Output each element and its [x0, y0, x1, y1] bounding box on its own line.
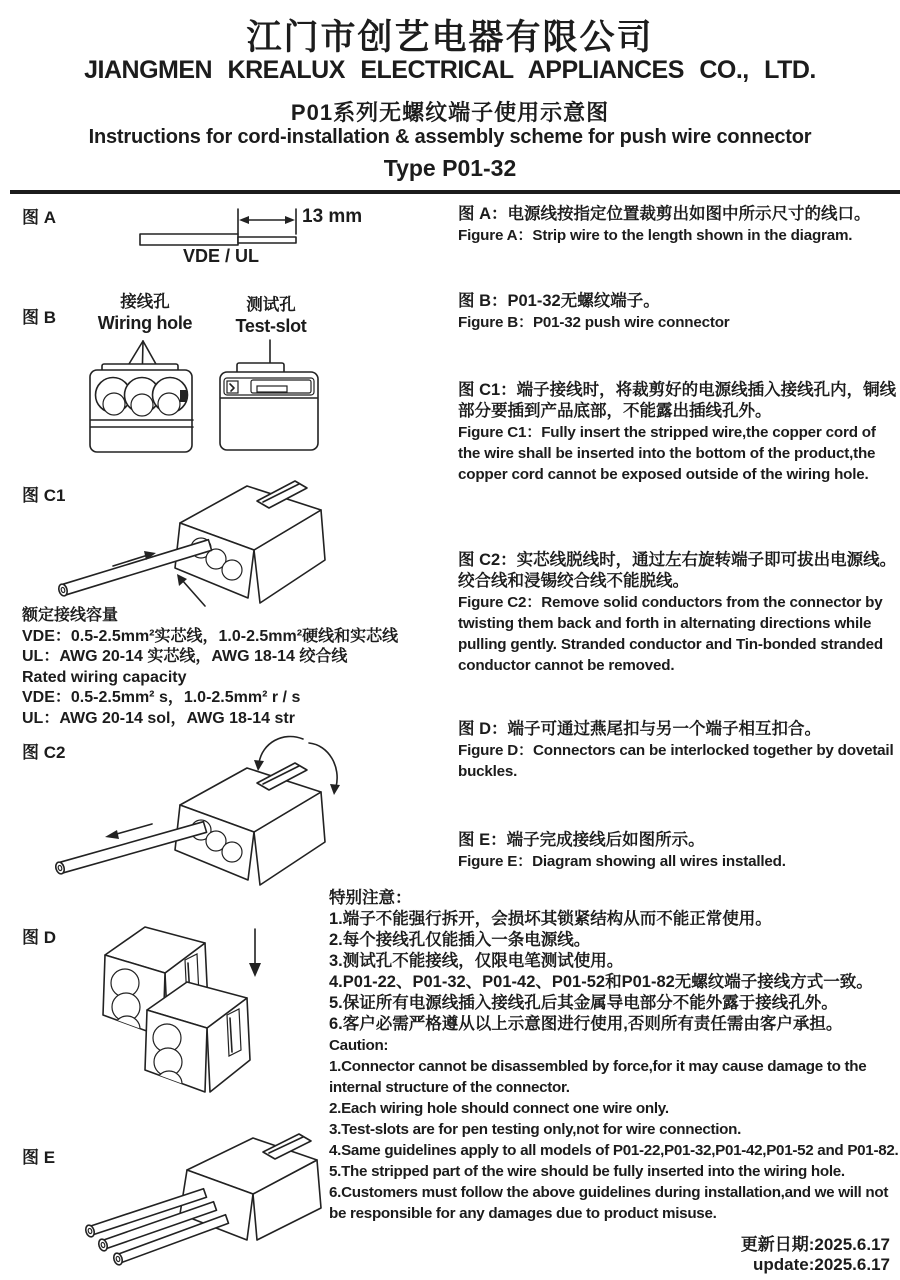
caution-item-en: 2.Each wiring hole should connect one wire only. — [329, 1100, 669, 1117]
figure-e-caption — [458, 830, 898, 872]
caution-item-en: 4.Same guidelines apply to all models of P01-22,P01-32,P01-42,P01-52 and P01-82. — [329, 1142, 899, 1159]
company-name-en: JIANGMEN KREALUX ELECTRICAL APPLIANCES CO., LTD. — [84, 56, 816, 84]
instructions-title-en: Instructions for cord-installation & assembly scheme for push wire connector — [88, 126, 812, 148]
figure-a-caption-en: Figure A：Strip wire to the length shown in the diagram. — [458, 227, 853, 244]
caution-item-cn: 2.每个接线孔仅能插入一条电源线。 — [329, 931, 591, 949]
figure-c1-drawing — [55, 468, 345, 608]
connector-top-view — [218, 362, 320, 452]
wire-port — [131, 394, 153, 416]
caution-item-cn: 4.P01-22、P01-32、P01-42、P01-52和P01-82无螺纹端子接线方式一致。 — [329, 973, 873, 991]
arrowhead-icon — [330, 784, 340, 795]
latch — [180, 390, 187, 402]
figure-b-caption — [458, 291, 898, 333]
figure-d-label: 图 D — [22, 928, 56, 947]
caution-item-en: 6.Customers must follow the above guidelines during installation,and we will not be responsible for any damages due to product misuse. — [329, 1184, 889, 1222]
figure-d-drawing — [85, 915, 315, 1127]
test-slot — [257, 386, 287, 392]
update-date-cn: 更新日期:2025.6.17 — [740, 1235, 890, 1254]
figure-c2-label: 图 C2 — [22, 743, 66, 762]
caution-item-cn: 6.客户必需严格遵从以上示意图进行使用,否则所有责任需由客户承担。 — [329, 1015, 843, 1033]
rated-capacity-block — [22, 606, 422, 729]
test-slot-callout — [213, 295, 329, 337]
twist-arrow-right — [309, 743, 337, 787]
caution-item-en: 1.Connector cannot be disassembled by force,for it may cause damage to the internal structure of the connector. — [329, 1058, 867, 1096]
dovetail-slot — [227, 1009, 241, 1056]
connector-front-view — [88, 362, 196, 454]
twist-arrow-left — [259, 736, 303, 763]
test-slot-label-cn: 测试孔 — [246, 296, 296, 314]
capacity-ul-en: UL：AWG 20-14 sol，AWG 18-14 str — [22, 709, 295, 727]
wiring-hole-label-en: Wiring hole — [97, 313, 193, 333]
wiring-hole — [222, 560, 242, 580]
figure-a-caption — [458, 204, 898, 246]
figure-c1-caption — [458, 380, 898, 485]
figure-e-caption-cn: 图 E：端子完成接线后如图所示。 — [458, 831, 705, 849]
wire-port — [158, 393, 180, 415]
pull-arrow — [113, 824, 152, 835]
capacity-ul-cn: UL：AWG 20-14 实芯线，AWG 18-14 绞合线 — [22, 648, 348, 665]
caution-item-cn: 3.测试孔不能接线，仅限电笔测试使用。 — [329, 952, 624, 970]
figure-e-drawing — [75, 1132, 370, 1270]
dim-arrowhead-left-icon — [239, 216, 249, 224]
figure-b-caption-cn: 图 B：P01-32无螺纹端子。 — [458, 292, 660, 310]
standard-label: VDE / UL — [183, 246, 260, 266]
insert-arrow — [182, 580, 205, 606]
type-label: Type P01-32 — [383, 155, 517, 181]
test-slot-label-en: Test-slot — [235, 316, 307, 336]
arrowhead-icon — [254, 760, 264, 771]
figure-a-label: 图 A — [22, 208, 56, 227]
wiring-hole — [114, 1016, 140, 1042]
wire-stripped-end — [238, 237, 296, 243]
update-date-en: update:2025.6.17 — [752, 1255, 890, 1274]
wiring-hole — [156, 1071, 182, 1097]
wire-insulation — [140, 234, 238, 245]
figure-c2-caption-cn-2: 绞合线和浸锡绞合线不能脱线。 — [458, 572, 689, 590]
company-name-cn: 江门市创艺电器有限公司 — [246, 18, 654, 57]
caution-item-cn: 1.端子不能强行拆开，会损坏其锁紧结构从而不能正常使用。 — [329, 910, 772, 928]
figure-d-caption-cn: 图 D：端子可通过燕尾扣与另一个端子相互扣合。 — [458, 720, 821, 738]
wiring-hole-callout — [83, 292, 207, 334]
figure-d-caption — [458, 719, 898, 782]
wire-port — [103, 393, 125, 415]
figure-c2-caption-cn-1: 图 C2：实芯线脱线时，通过左右旋转端子即可拔出电源线。 — [458, 551, 897, 569]
caution-item-en: 3.Test-slots are for pen testing only,not for wire connection. — [329, 1121, 742, 1138]
figure-e-caption-en: Figure E：Diagram showing all wires installed. — [458, 853, 786, 870]
figure-c2-caption-en: Figure C2：Remove solid conductors from the connector by twisting them back and forth in alternating directions while pulling gently. Stranded conductor and Tin-bonded stranded conductor cannot be removed. — [458, 594, 883, 674]
header-divider — [10, 190, 900, 194]
capacity-title-cn: 额定接线容量 — [22, 607, 119, 624]
figure-b-caption-en: Figure B：P01-32 push wire connector — [458, 314, 730, 331]
figure-c2-drawing — [55, 735, 355, 890]
caution-block — [329, 888, 900, 1224]
figure-e-label: 图 E — [22, 1148, 56, 1167]
caution-title-cn: 特别注意： — [329, 889, 412, 907]
arrowhead-icon — [105, 830, 119, 839]
figure-c1-caption-cn: 图 C1：端子接线时，将裁剪好的电源线插入接线孔内，铜线部分要插到产品底部，不能露出插线孔外。 — [458, 381, 897, 420]
figure-c1-label: 图 C1 — [22, 486, 66, 505]
wiring-hole-label-cn: 接线孔 — [120, 293, 170, 311]
capacity-title-en: Rated wiring capacity — [22, 668, 187, 686]
arrowhead-icon — [249, 963, 261, 977]
figure-b-label: 图 B — [22, 308, 56, 327]
capacity-vde-en: VDE：0.5-2.5mm² s，1.0-2.5mm² r / s — [22, 689, 301, 706]
figure-c2-caption — [458, 550, 898, 676]
figure-d-caption-en: Figure D：Connectors can be interlocked together by dovetail buckles. — [458, 742, 894, 780]
caution-title-en: Caution: — [329, 1037, 389, 1054]
wiring-hole — [222, 842, 242, 862]
strip-length-label: 13 mm — [302, 206, 363, 227]
figure-c1-caption-en: Figure C1：Fully insert the stripped wire,the copper cord of the wire shall be inserted into the bottom of the product,the copper cord cannot be exposed outside of the wiring hole. — [458, 424, 876, 483]
caution-item-cn: 5.保证所有电源线插入接线孔后其金属导电部分不能外露于接线孔外。 — [329, 994, 838, 1012]
figure-a-caption-cn: 图 A：电源线按指定位置裁剪出如图中所示尺寸的线口。 — [458, 205, 871, 223]
series-title-cn: P01系列无螺纹端子使用示意图 — [290, 100, 610, 125]
caution-item-en: 5.The stripped part of the wire should be fully inserted into the wiring hole. — [329, 1163, 845, 1180]
capacity-vde-cn: VDE：0.5-2.5mm²实芯线，1.0-2.5mm²硬线和实芯线 — [22, 627, 399, 645]
dim-arrowhead-right-icon — [285, 216, 295, 224]
